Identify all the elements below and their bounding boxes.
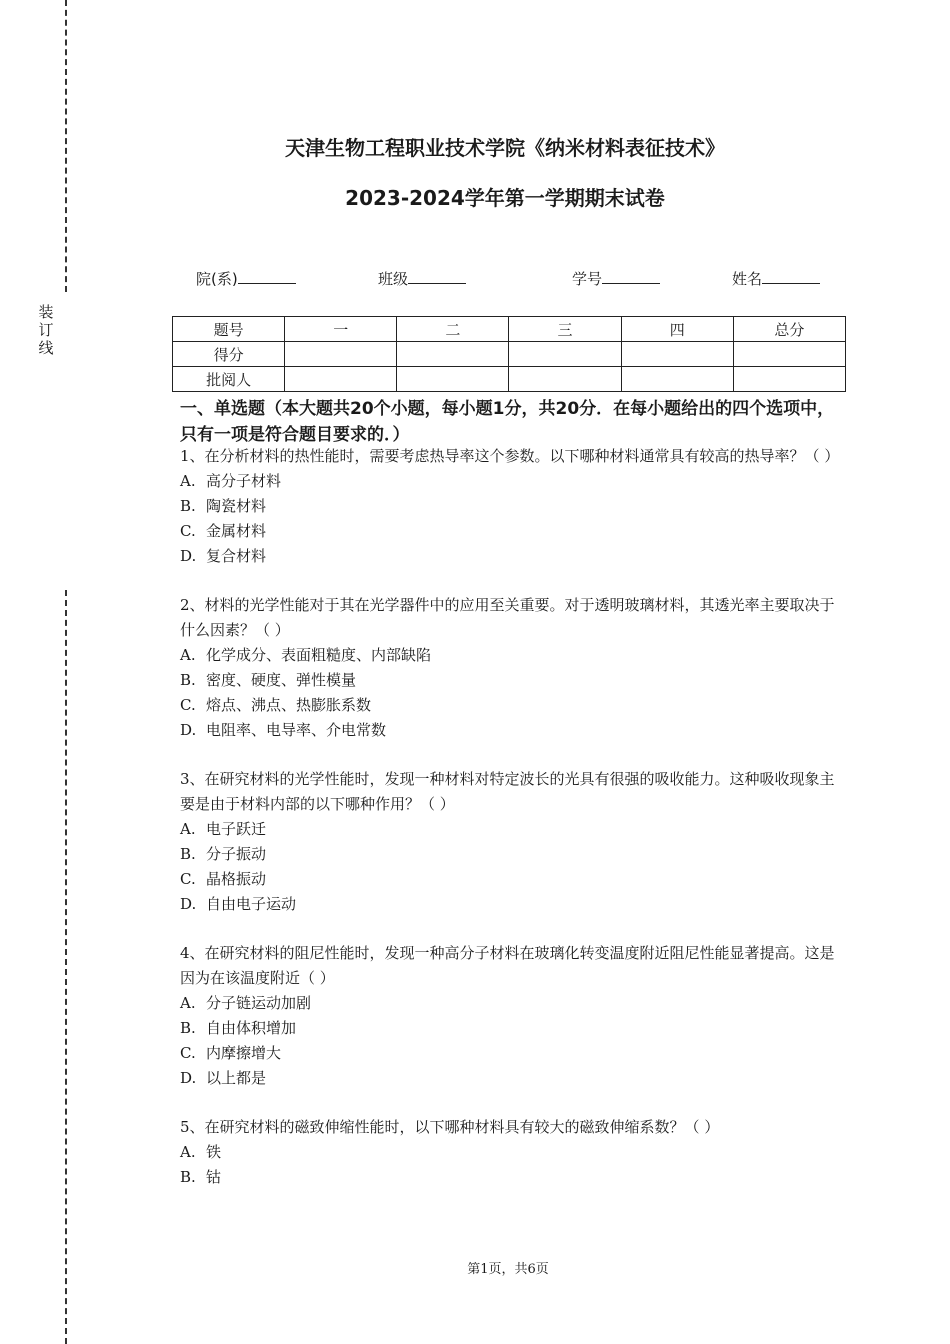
info-field-name[interactable] xyxy=(732,268,820,289)
score-table xyxy=(172,316,846,392)
question-text: 2、材料的光学性能对于其在光学器件中的应用至关重要。对于透明玻璃材料，其透光率主要取决于什么因素？（ ） xyxy=(180,596,835,639)
question-text: 5、在研究材料的磁致伸缩性能时，以下哪种材料具有较大的磁致伸缩系数？（ ） xyxy=(180,1118,720,1136)
option-text: 熔点、沸点、热膨胀系数 xyxy=(206,696,372,714)
binding-line-top xyxy=(65,0,67,292)
option-d[interactable] xyxy=(180,718,842,743)
info-field-label: 院(系) xyxy=(196,270,238,288)
score-cell xyxy=(397,367,509,392)
option-letter: A. xyxy=(180,646,196,664)
blank-line xyxy=(408,269,466,284)
option-letter: B. xyxy=(180,845,196,863)
blank-line xyxy=(238,269,296,284)
question-1 xyxy=(180,444,842,569)
blank-line xyxy=(762,269,820,284)
option-letter: D. xyxy=(180,547,197,565)
page-number: 第1页，共6页 xyxy=(467,1262,549,1277)
option-text: 电阻率、电导率、介电常数 xyxy=(206,721,387,739)
option-text: 内摩擦增大 xyxy=(206,1044,282,1062)
option-text: 电子跃迁 xyxy=(206,820,267,838)
option-a[interactable] xyxy=(180,469,842,494)
section-heading: 一、单选题（本大题共20个小题，每小题1分，共20分．在每小题给出的四个选项中，只有一项是符合题目要求的．） xyxy=(180,399,835,445)
option-text: 复合材料 xyxy=(206,547,267,565)
info-field-department[interactable] xyxy=(196,268,296,289)
option-text: 铁 xyxy=(206,1143,222,1161)
option-text: 金属材料 xyxy=(206,522,267,540)
option-d[interactable] xyxy=(180,1066,842,1091)
score-table-row-header xyxy=(173,317,846,342)
score-cell xyxy=(285,367,397,392)
question-text: 4、在研究材料的阻尼性能时，发现一种高分子材料在玻璃化转变温度附近阻尼性能显著提高。这是因为在该温度附近（ ） xyxy=(180,944,835,987)
option-letter: B. xyxy=(180,671,196,689)
info-field-label: 姓名 xyxy=(732,270,763,288)
info-field-label: 班级 xyxy=(378,270,409,288)
score-table-row-grader xyxy=(173,367,846,392)
option-b[interactable] xyxy=(180,494,842,519)
option-letter: A. xyxy=(180,994,196,1012)
option-a[interactable] xyxy=(180,1140,842,1165)
score-cell xyxy=(621,367,733,392)
score-cell: 一 xyxy=(285,317,397,342)
score-cell: 二 xyxy=(397,317,509,342)
question-4 xyxy=(180,941,842,1091)
score-cell: 总分 xyxy=(733,317,845,342)
option-a[interactable] xyxy=(180,817,842,842)
score-cell: 题号 xyxy=(173,317,285,342)
score-cell: 三 xyxy=(509,317,621,342)
score-cell xyxy=(733,367,845,392)
option-letter: C. xyxy=(180,870,196,888)
option-text: 钴 xyxy=(206,1168,222,1186)
option-b[interactable] xyxy=(180,1016,842,1041)
score-cell xyxy=(285,342,397,367)
option-letter: A. xyxy=(180,1143,196,1161)
option-c[interactable] xyxy=(180,519,842,544)
option-letter: D. xyxy=(180,721,197,739)
option-text: 自由体积增加 xyxy=(206,1019,297,1037)
option-b[interactable] xyxy=(180,842,842,867)
option-text: 高分子材料 xyxy=(206,472,282,490)
option-text: 自由电子运动 xyxy=(206,895,297,913)
option-text: 化学成分、表面粗糙度、内部缺陷 xyxy=(206,646,432,664)
option-d[interactable] xyxy=(180,892,842,917)
question-text: 3、在研究材料的光学性能时，发现一种材料对特定波长的光具有很强的吸收能力。这种吸收现象主要是由于材料内部的以下哪种作用？（ ） xyxy=(180,770,835,813)
option-text: 密度、硬度、弹性模量 xyxy=(206,671,357,689)
option-c[interactable] xyxy=(180,693,842,718)
option-c[interactable] xyxy=(180,867,842,892)
option-text: 分子振动 xyxy=(206,845,267,863)
option-text: 分子链运动加剧 xyxy=(206,994,312,1012)
option-text: 陶瓷材料 xyxy=(206,497,267,515)
blank-line xyxy=(602,269,660,284)
option-letter: D. xyxy=(180,1069,197,1087)
option-letter: B. xyxy=(180,1168,196,1186)
option-letter: B. xyxy=(180,1019,196,1037)
option-letter: A. xyxy=(180,472,196,490)
exam-title-line1: 天津生物工程职业技术学院《纳米材料表征技术》 xyxy=(285,136,725,160)
question-3 xyxy=(180,767,842,917)
option-letter: C. xyxy=(180,696,196,714)
info-field-class[interactable] xyxy=(378,268,466,289)
score-cell xyxy=(509,367,621,392)
info-field-label: 学号 xyxy=(572,270,603,288)
score-cell: 批阅人 xyxy=(173,367,285,392)
binding-label: 装订线 xyxy=(38,303,54,357)
score-cell xyxy=(621,342,733,367)
option-letter: C. xyxy=(180,522,196,540)
option-text: 以上都是 xyxy=(206,1069,267,1087)
question-2 xyxy=(180,593,842,743)
exam-title-line2: 2023-2024学年第一学期期末试卷 xyxy=(345,186,665,210)
option-d[interactable] xyxy=(180,544,842,569)
option-letter: B. xyxy=(180,497,196,515)
score-cell xyxy=(509,342,621,367)
question-list xyxy=(180,444,842,1214)
binding-line-bottom xyxy=(65,590,67,1344)
option-b[interactable] xyxy=(180,668,842,693)
option-letter: A. xyxy=(180,820,196,838)
option-letter: C. xyxy=(180,1044,196,1062)
info-field-student-id[interactable] xyxy=(572,268,660,289)
score-table-row-score xyxy=(173,342,846,367)
question-5 xyxy=(180,1115,842,1190)
option-c[interactable] xyxy=(180,1041,842,1066)
score-cell xyxy=(733,342,845,367)
option-a[interactable] xyxy=(180,991,842,1016)
option-b[interactable] xyxy=(180,1165,842,1190)
question-text: 1、在分析材料的热性能时，需要考虑热导率这个参数。以下哪种材料通常具有较高的热导率？（ ） xyxy=(180,447,840,465)
option-letter: D. xyxy=(180,895,197,913)
score-cell xyxy=(397,342,509,367)
score-cell: 四 xyxy=(621,317,733,342)
option-a[interactable] xyxy=(180,643,842,668)
option-text: 晶格振动 xyxy=(206,870,267,888)
score-cell: 得分 xyxy=(173,342,285,367)
